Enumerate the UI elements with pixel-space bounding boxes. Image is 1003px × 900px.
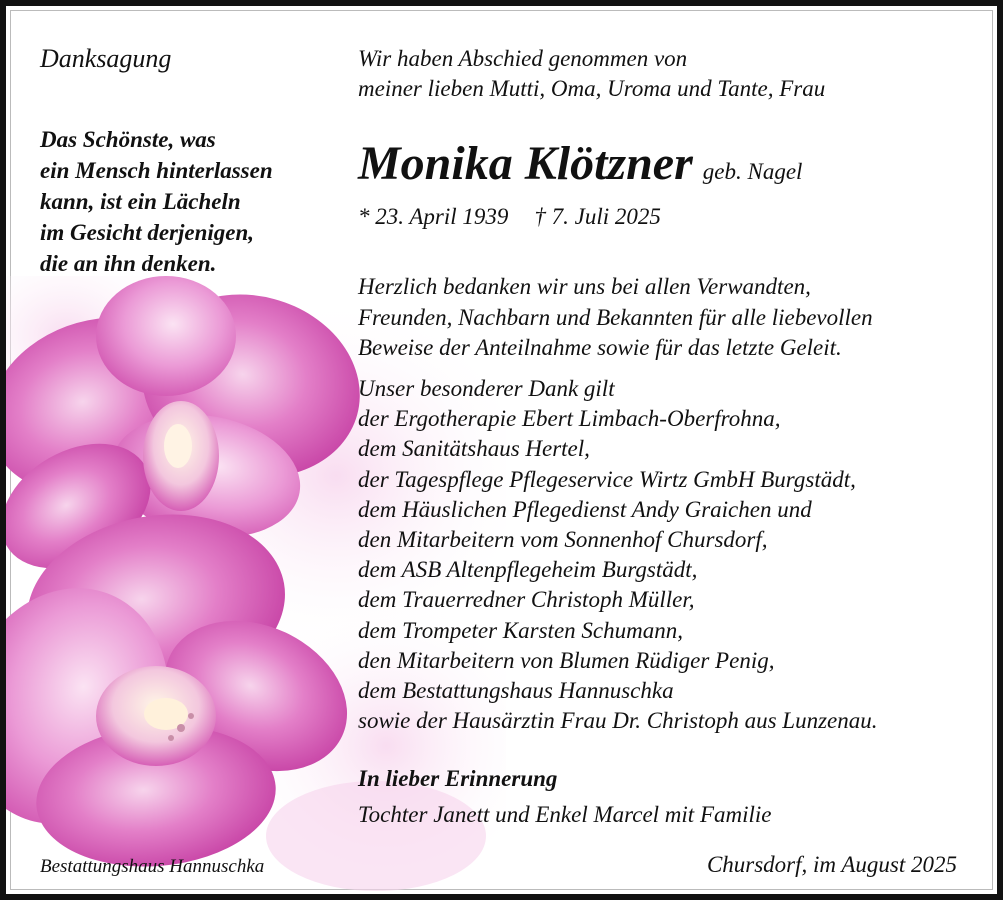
thanks-line: Beweise der Anteilnahme sowie für das letzte Geleit.	[358, 335, 842, 360]
intro-text	[358, 44, 825, 104]
special-thanks-line: der Tagespflege Pflegeservice Wirtz GmbH Burgstädt,	[358, 466, 856, 492]
deceased-name-row	[358, 136, 802, 191]
special-thanks-line: den Mitarbeitern von Blumen Rüdiger Penig,	[358, 647, 775, 673]
quote-line: ein Mensch hinterlassen	[40, 158, 273, 183]
special-thanks-line: dem Trauerredner Christoph Müller,	[358, 587, 695, 613]
special-thanks-line: der Ergotherapie Ebert Limbach-Oberfrohna,	[358, 406, 781, 432]
life-dates	[358, 204, 661, 230]
special-thanks-line: sowie der Hausärztin Frau Dr. Christoph aus Lunzenau.	[358, 708, 878, 734]
maiden-name: geb. Nagel	[702, 159, 803, 184]
quote-line: Das Schönste, was	[40, 127, 216, 152]
special-thanks-line: Unser besonderer Dank gilt	[358, 376, 615, 401]
thanks-paragraph	[358, 272, 873, 364]
thanks-line: Freunden, Nachbarn und Bekannten für alle liebevollen	[358, 304, 873, 330]
quote-line: kann, ist ein Lächeln	[40, 189, 241, 214]
special-thanks-line: dem ASB Altenpflegeheim Burgstädt,	[358, 557, 698, 583]
place-and-date: Chursdorf, im August 2025	[706, 852, 957, 877]
quote-line: im Gesicht derjenigen,	[40, 220, 255, 245]
intro-line: Wir haben Abschied genommen von	[358, 46, 688, 71]
special-thanks-line: dem Trompeter Karsten Schumann,	[358, 617, 683, 643]
special-thanks-line: den Mitarbeitern vom Sonnenhof Chursdorf,	[358, 527, 768, 553]
special-thanks-line: dem Häuslichen Pflegedienst Andy Graichen und	[358, 496, 812, 522]
thanks-line: Herzlich bedanken wir uns bei allen Verwandten,	[358, 274, 811, 299]
death-date: † 7. Juli 2025	[534, 204, 661, 229]
quote	[40, 124, 340, 279]
special-thanks-line: dem Sanitätshaus Hertel,	[358, 436, 590, 462]
family-signature: Tochter Janett und Enkel Marcel mit Familie	[358, 802, 772, 827]
quote-line: die an ihn denken.	[40, 251, 217, 276]
special-thanks-line: dem Bestattungshaus Hannuschka	[358, 678, 674, 704]
funeral-home-credit: Bestattungshaus Hannuschka	[40, 856, 265, 877]
birth-date: * 23. April 1939	[358, 204, 509, 229]
special-thanks-list	[358, 374, 877, 736]
deceased-name: Monika Klötzner	[358, 137, 693, 190]
memory-heading: In lieber Erinnerung	[358, 766, 558, 791]
heading-danksagung: Danksagung	[40, 44, 172, 73]
intro-line: meiner lieben Mutti, Oma, Uroma und Tante, Frau	[358, 76, 826, 101]
